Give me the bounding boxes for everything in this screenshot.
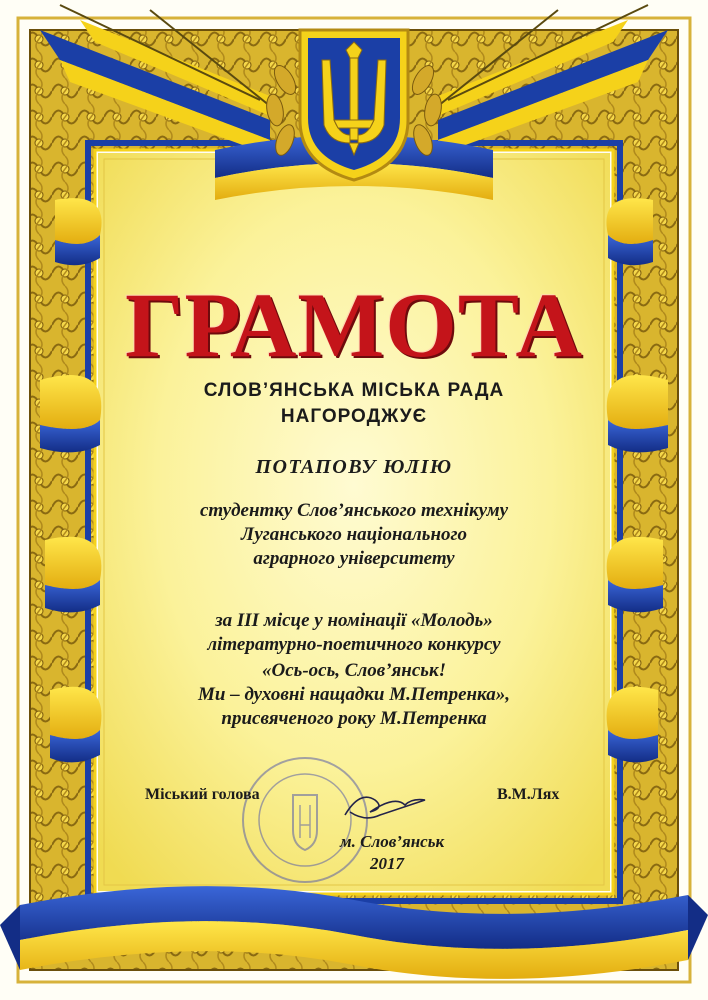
signer-title: Міський голова bbox=[145, 786, 260, 803]
reason-line: літературно-поетичного конкурсу bbox=[207, 634, 501, 655]
trident-emblem bbox=[300, 30, 408, 180]
reason-line: за ІІІ місце у номінації «Молодь» bbox=[215, 610, 493, 631]
reason-line: присвяченого року М.Петренка bbox=[221, 708, 487, 729]
certificate-title: ГРАМОТА bbox=[124, 274, 583, 376]
recipient-desc-line: студентку Слов’янського технікуму bbox=[199, 500, 509, 521]
recipient-name: ПОТАПОВУ ЮЛІЮ bbox=[255, 456, 453, 478]
recipient-desc-line: аграрного університету bbox=[253, 548, 455, 569]
city: м. Слов’янськ bbox=[340, 832, 445, 851]
recipient-desc-line: Луганського національного bbox=[240, 524, 468, 545]
reason-line: Ми – духовні нащадки М.Петренка», bbox=[198, 684, 510, 705]
year: 2017 bbox=[370, 854, 404, 873]
signer-name: В.М.Ляx bbox=[497, 786, 560, 803]
issuer: СЛОВ’ЯНСЬКА МІСЬКА РАДА bbox=[203, 380, 505, 401]
reason-line: «Ось-ось, Слов’янськ! bbox=[262, 660, 446, 681]
award-action: НАГОРОДЖУЄ bbox=[280, 406, 428, 427]
